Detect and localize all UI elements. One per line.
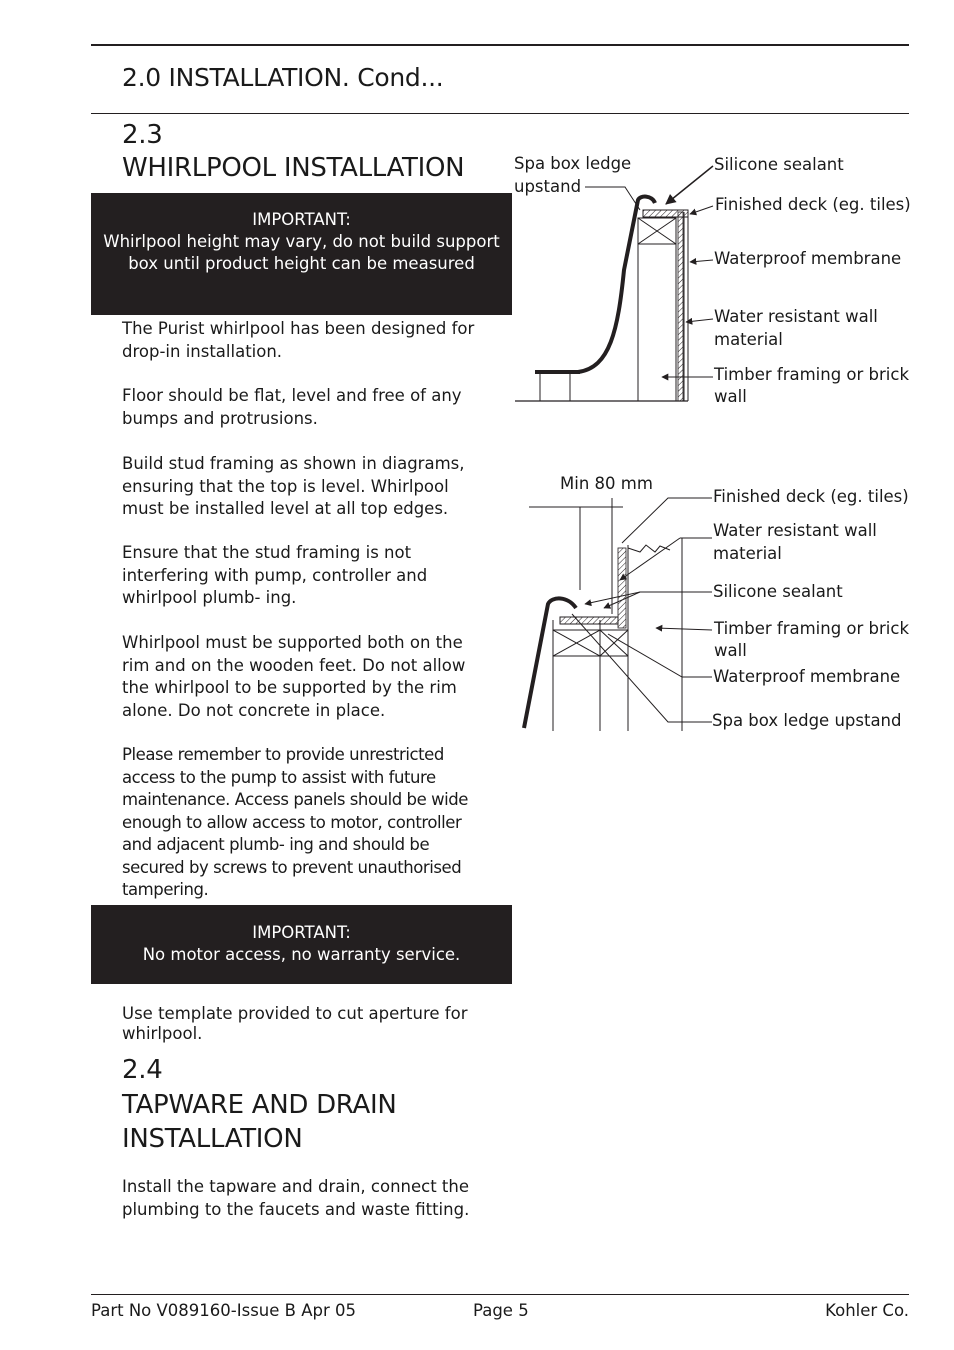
section-2-4-title-line1: TAPWARE AND DRAIN <box>122 1090 397 1120</box>
label-waterproof-membrane: Waterproof membrane <box>713 667 901 686</box>
paragraph-floor: Floor should be flat, level and free of any bumps and protrusions. <box>122 386 462 428</box>
label-water-resistant-material: material <box>713 544 782 563</box>
paragraph-drop-in: The Purist whirlpool has been designed for drop-in installation. <box>122 319 475 361</box>
section-2-4-title-line2: INSTALLATION <box>122 1124 303 1154</box>
label-silicone-sealant: Silicone sealant <box>714 155 844 174</box>
label-water-resistant: Water resistant wall <box>713 521 877 540</box>
paragraph-support: Whirlpool must be supported both on the rim and on the wooden feet. Do not allow the whirlpool to be supported by the rim alone. Do not concrete in place. <box>122 633 466 720</box>
label-timber-framing: Timber framing or brick <box>714 619 910 638</box>
section-2-4-number: 2.4 <box>122 1055 163 1085</box>
paragraph-access: Please remember to provide unrestricted access to the pump to assist with future maintenance. Access panels should be wide enough to allow access to motor, controller and adjacent plumb- ing and should be secured by screws to prevent unauthorised tampering. <box>122 745 468 899</box>
footer-part-number: Part No V089160-Issue B Apr 05 <box>91 1301 356 1320</box>
label-finished-deck: Finished deck (eg. tiles) <box>715 195 911 214</box>
paragraph-tapware: Install the tapware and drain, connect the plumbing to the faucets and waste fitting. <box>122 1177 470 1219</box>
important-heading: IMPORTANT: <box>252 210 351 229</box>
page-header-title: 2.0 INSTALLATION. Cond... <box>122 63 444 92</box>
diagram-1 <box>515 166 713 401</box>
label-timber-framing: Timber framing or brick <box>714 365 910 384</box>
footer-page-number: Page 5 <box>473 1301 529 1320</box>
paragraph-stud-framing: Build stud framing as shown in diagrams, ensuring that the top is level. Whirlpool must be installed level at all top edges. <box>122 454 465 518</box>
paragraph-template: Use template provided to cut aperture for whirlpool. <box>122 1004 468 1043</box>
label-spa-box-ledge: Spa box ledge <box>514 154 632 173</box>
diagram-2 <box>524 498 712 731</box>
label-water-resistant: Water resistant wall <box>714 307 878 326</box>
important-line: box until product height can be measured <box>128 254 475 273</box>
footer-company: Kohler Co. <box>825 1301 909 1320</box>
paragraph-plumbing: Ensure that the stud framing is not interfering with pump, controller and whirlpool plumb- ing. <box>122 543 428 607</box>
label-spa-box-upstand: upstand <box>514 177 582 196</box>
important-line: No motor access, no warranty service. <box>142 945 461 964</box>
label-min-80mm: Min 80 mm <box>560 474 653 493</box>
label-finished-deck: Finished deck (eg. tiles) <box>713 487 909 506</box>
important-heading: IMPORTANT: <box>252 923 351 942</box>
section-2-3-number: 2.3 <box>122 120 163 150</box>
label-spa-box-upstand: Spa box ledge upstand <box>712 711 902 730</box>
label-timber-wall: wall <box>714 641 747 660</box>
section-2-3-title: WHIRLPOOL INSTALLATION <box>122 153 465 183</box>
label-waterproof-membrane: Waterproof membrane <box>714 249 902 268</box>
label-water-resistant-material: material <box>714 330 783 349</box>
important-line: Whirlpool height may vary, do not build support <box>103 232 500 251</box>
label-silicone-sealant: Silicone sealant <box>713 582 843 601</box>
label-timber-wall: wall <box>714 387 747 406</box>
